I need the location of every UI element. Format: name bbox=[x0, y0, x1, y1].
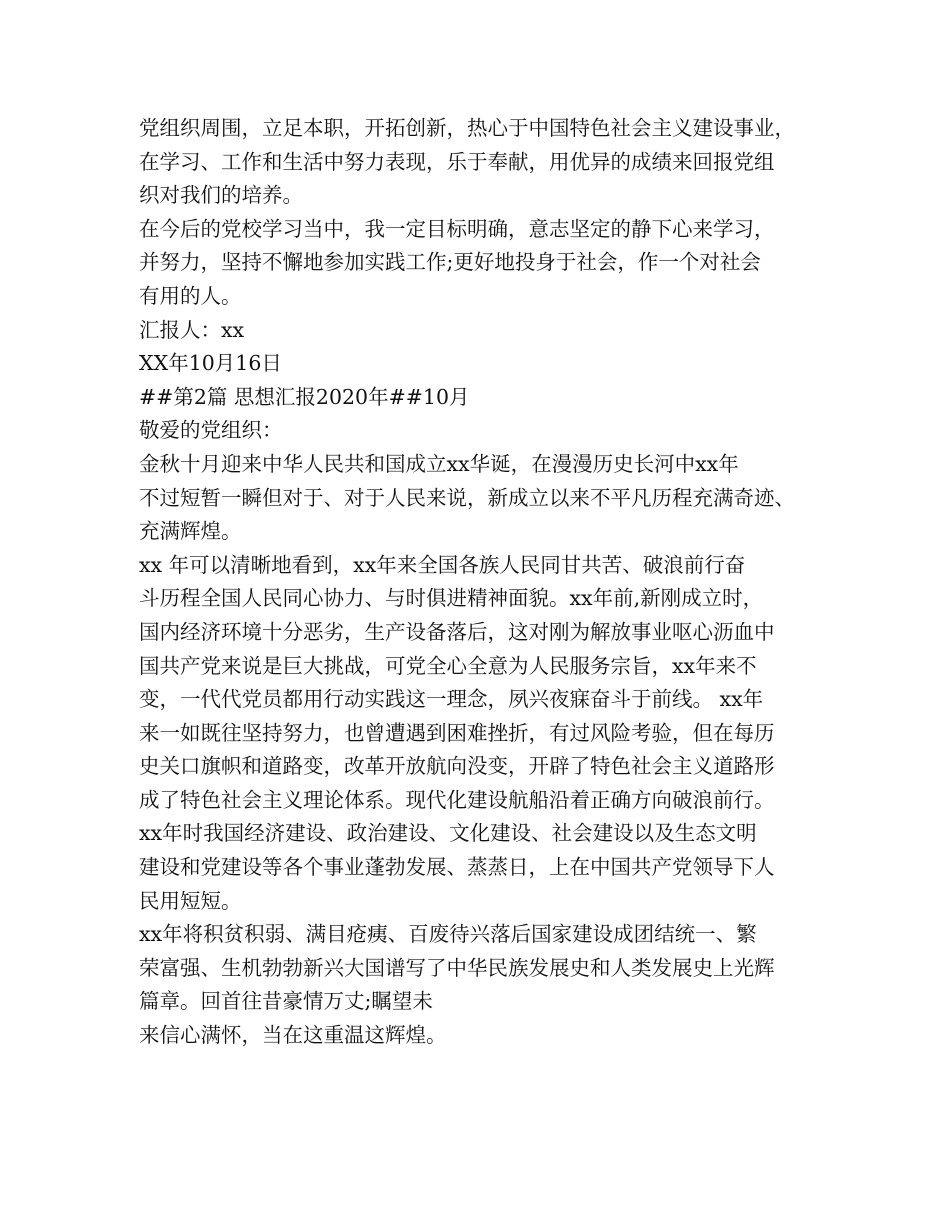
text-line: 并努力，坚持不懈地参加实践工作;更好地投身于社会，作一个对社会 bbox=[139, 250, 761, 275]
text-line: 篇章。回首往昔豪情万丈;瞩望未 bbox=[139, 989, 433, 1014]
date-line: XX年10月16日 bbox=[139, 351, 282, 376]
text-line: 民用短短。 bbox=[139, 888, 242, 913]
salutation: 敬爱的党组织： bbox=[139, 418, 283, 443]
section-heading: ##第2篇 思想汇报2020年##10月 bbox=[139, 384, 470, 409]
text-line: 成了特色社会主义理论体系。现代化建设航船沿着正确方向破浪前行。 bbox=[139, 787, 775, 812]
text-line: xx年将积贫积弱、满目疮痍、百废待兴落后国家建设成团结统一、繁 bbox=[139, 922, 757, 947]
text-line: 充满辉煌。 bbox=[139, 519, 242, 544]
text-line: 在今后的党校学习当中，我一定目标明确，意志坚定的静下心来学习， bbox=[139, 216, 775, 241]
text-line: 不过短暂一瞬但对于、对于人民来说，新成立以来不平凡历程充满奇迹、 bbox=[139, 485, 795, 510]
text-line: 斗历程全国人民同心协力、与时俱进精神面貌。xx年前,新刚成立时， bbox=[139, 586, 764, 611]
text-line: xx 年可以清晰地看到，xx年来全国各族人民同甘共苦、破浪前行奋 bbox=[139, 552, 746, 577]
text-line: 国内经济环境十分恶劣，生产设备落后，这对刚为解放事业呕心沥血中 bbox=[139, 619, 775, 644]
text-line: 史关口旗帜和道路变，改革开放航向没变，开辟了特色社会主义道路形 bbox=[139, 754, 775, 779]
text-line: 金秋十月迎来中华人民共和国成立xx华诞，在漫漫历史长河中xx年 bbox=[139, 451, 739, 476]
document-body bbox=[139, 112, 839, 1053]
text-line: 来信心满怀，当在这重温这辉煌。 bbox=[139, 1023, 447, 1048]
text-line: 党组织周围，立足本职，开拓创新，热心于中国特色社会主义建设事业， bbox=[139, 116, 795, 140]
text-line: 在学习、工作和生活中努力表现，乐于奉献，用优异的成绩来回报党组 bbox=[139, 149, 775, 174]
text-line: 变，一代代党员都用行动实践这一理念，夙兴夜寐奋斗于前线。 xx年 bbox=[139, 687, 764, 712]
text-line: 来一如既往坚持努力，也曾遭遇到困难挫折，有过风险考验，但在每历 bbox=[139, 720, 775, 745]
text-line: 荣富强、生机勃勃新兴大国谱写了中华民族发展史和人类发展史上光辉 bbox=[139, 955, 775, 980]
text-line: xx年时我国经济建设、政治建设、文化建设、社会建设以及生态文明 bbox=[139, 821, 757, 846]
text-line: 织对我们的培养。 bbox=[139, 183, 303, 208]
signature-line: 汇报人：xx bbox=[139, 317, 245, 342]
text-line: 国共产党来说是巨大挑战，可党全心全意为人民服务宗旨，xx年来不 bbox=[139, 653, 757, 678]
text-line: 建设和党建设等各个事业蓬勃发展、蒸蒸日，上在中国共产党领导下人 bbox=[139, 855, 775, 880]
text-line: 有用的人。 bbox=[139, 283, 242, 308]
